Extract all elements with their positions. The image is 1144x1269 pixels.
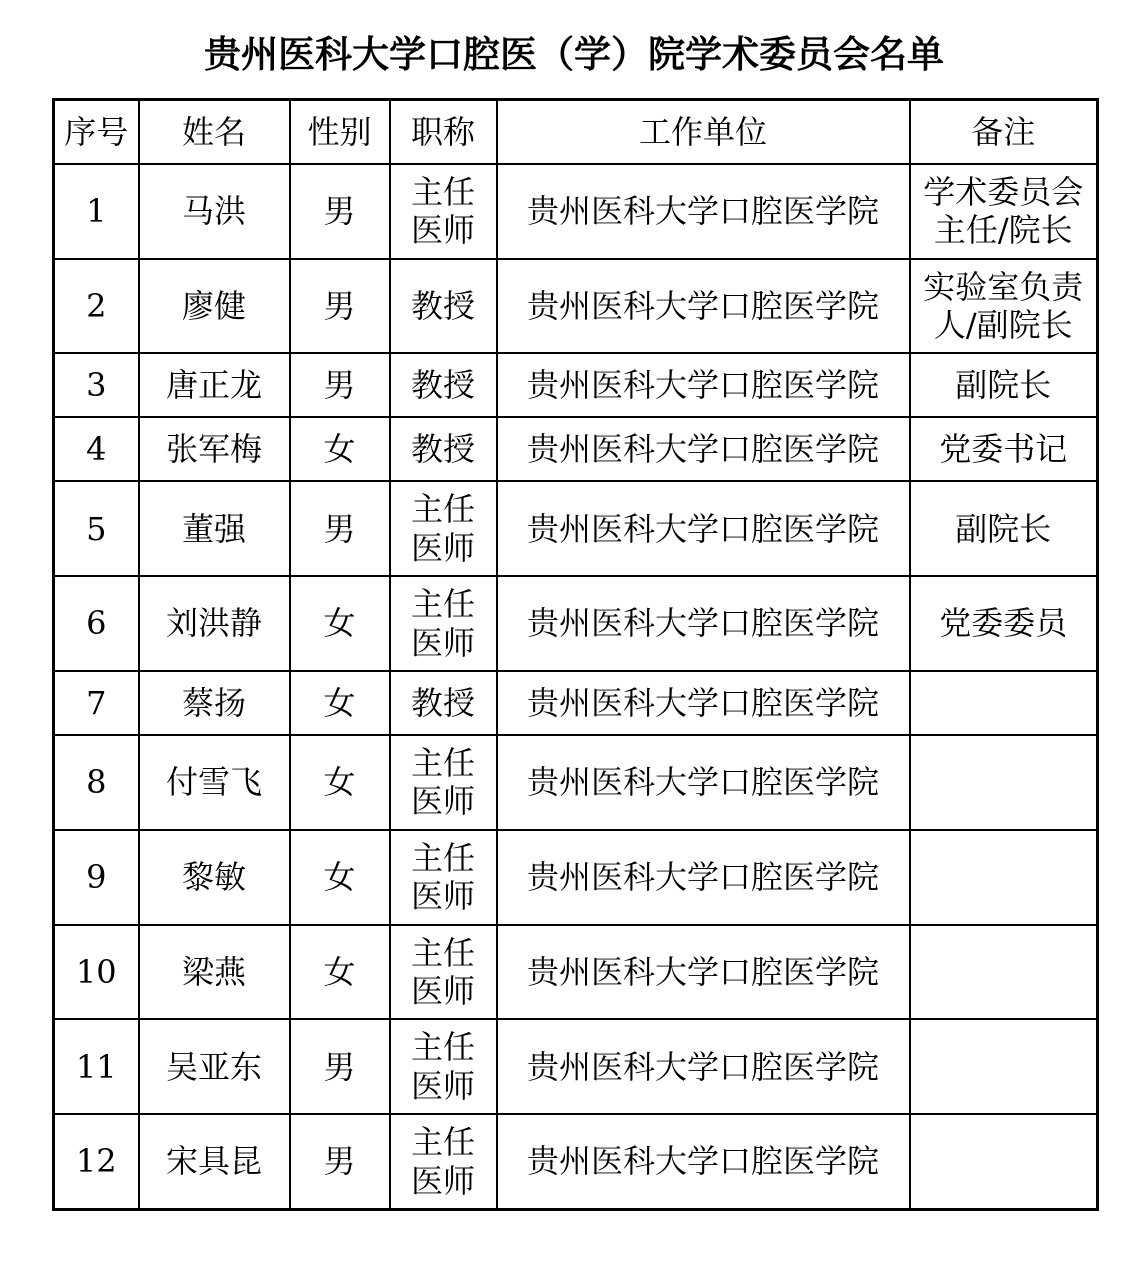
cell-remark [910,1019,1098,1114]
header-gender: 性别 [290,100,390,164]
cell-work-unit: 贵州医科大学口腔医学院 [497,259,910,354]
cell-no: 7 [54,671,139,735]
cell-work-unit: 贵州医科大学口腔医学院 [497,1019,910,1114]
cell-no: 12 [54,1114,139,1209]
cell-job-title: 主任医师 [390,164,497,259]
table-row [54,925,1098,1020]
cell-gender: 男 [290,1114,390,1209]
cell-job-title: 主任医师 [390,735,497,830]
cell-gender: 女 [290,830,390,925]
cell-gender: 女 [290,671,390,735]
cell-work-unit: 贵州医科大学口腔医学院 [497,671,910,735]
header-remark: 备注 [910,100,1098,164]
cell-no: 9 [54,830,139,925]
table-row [54,1019,1098,1114]
cell-work-unit: 贵州医科大学口腔医学院 [497,164,910,259]
cell-remark: 副院长 [910,481,1098,576]
cell-no: 10 [54,925,139,1020]
cell-job-title: 主任医师 [390,925,497,1020]
cell-name: 黎敏 [139,830,290,925]
cell-no: 2 [54,259,139,354]
cell-job-title: 教授 [390,353,497,417]
cell-work-unit: 贵州医科大学口腔医学院 [497,1114,910,1209]
cell-remark: 党委委员 [910,576,1098,671]
cell-name: 宋具昆 [139,1114,290,1209]
cell-job-title: 教授 [390,417,497,481]
cell-name: 董强 [139,481,290,576]
cell-name: 梁燕 [139,925,290,1020]
table-row [54,735,1098,830]
header-row [54,100,1098,164]
cell-work-unit: 贵州医科大学口腔医学院 [497,576,910,671]
table-row [54,353,1098,417]
cell-work-unit: 贵州医科大学口腔医学院 [497,353,910,417]
cell-job-title: 主任医师 [390,1019,497,1114]
committee-roster-table [52,98,1099,1211]
cell-remark [910,735,1098,830]
table-row [54,259,1098,354]
cell-work-unit: 贵州医科大学口腔医学院 [497,735,910,830]
cell-job-title: 教授 [390,259,497,354]
cell-job-title: 主任医师 [390,1114,497,1209]
cell-gender: 女 [290,417,390,481]
cell-name: 刘洪静 [139,576,290,671]
cell-name: 张军梅 [139,417,290,481]
cell-gender: 男 [290,353,390,417]
table-row [54,671,1098,735]
table-row [54,481,1098,576]
cell-no: 11 [54,1019,139,1114]
cell-remark: 学术委员会主任/院长 [910,164,1098,259]
table-row [54,164,1098,259]
cell-gender: 女 [290,925,390,1020]
cell-remark [910,925,1098,1020]
header-work-unit: 工作单位 [497,100,910,164]
cell-no: 8 [54,735,139,830]
header-name: 姓名 [139,100,290,164]
table-row [54,1114,1098,1209]
cell-job-title: 教授 [390,671,497,735]
cell-name: 付雪飞 [139,735,290,830]
cell-no: 6 [54,576,139,671]
cell-remark: 副院长 [910,353,1098,417]
cell-gender: 女 [290,576,390,671]
cell-name: 吴亚东 [139,1019,290,1114]
cell-gender: 男 [290,1019,390,1114]
cell-no: 3 [54,353,139,417]
cell-no: 5 [54,481,139,576]
cell-work-unit: 贵州医科大学口腔医学院 [497,830,910,925]
cell-work-unit: 贵州医科大学口腔医学院 [497,925,910,1020]
table-row [54,576,1098,671]
cell-name: 唐正龙 [139,353,290,417]
header-no: 序号 [54,100,139,164]
page-title: 贵州医科大学口腔医（学）院学术委员会名单 [204,32,944,76]
cell-name: 马洪 [139,164,290,259]
cell-name: 廖健 [139,259,290,354]
cell-gender: 女 [290,735,390,830]
header-job-title: 职称 [390,100,497,164]
cell-name: 蔡扬 [139,671,290,735]
cell-gender: 男 [290,481,390,576]
cell-job-title: 主任医师 [390,481,497,576]
table-row [54,417,1098,481]
cell-job-title: 主任医师 [390,576,497,671]
cell-work-unit: 贵州医科大学口腔医学院 [497,417,910,481]
cell-gender: 男 [290,164,390,259]
cell-job-title: 主任医师 [390,830,497,925]
cell-no: 1 [54,164,139,259]
cell-remark [910,671,1098,735]
cell-remark [910,1114,1098,1209]
cell-work-unit: 贵州医科大学口腔医学院 [497,481,910,576]
cell-remark: 实验室负责人/副院长 [910,259,1098,354]
cell-no: 4 [54,417,139,481]
table-row [54,830,1098,925]
cell-gender: 男 [290,259,390,354]
cell-remark [910,830,1098,925]
cell-remark: 党委书记 [910,417,1098,481]
